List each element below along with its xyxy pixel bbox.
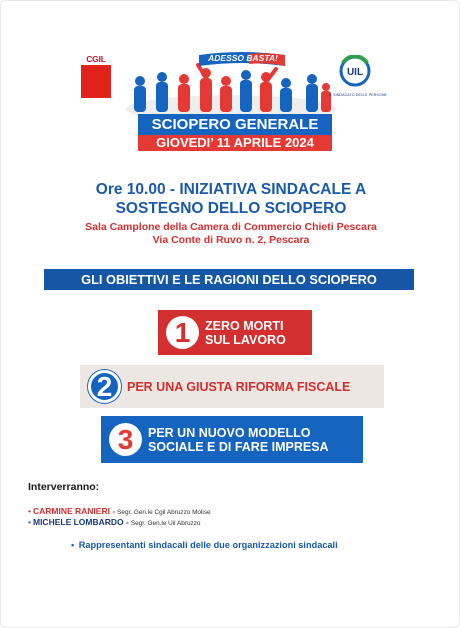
event-date: GIOVEDI’ 11 APRILE 2024 — [138, 135, 332, 151]
goal-item-1 — [158, 310, 312, 355]
venue-line-1: Sala Camplone della Camera di Commercio Chieti Pescara — [85, 221, 377, 233]
goal-3-line-2: SOCIALE E DI FARE IMPRESA — [148, 439, 329, 454]
goals-banner: GLI OBIETTIVI E LE RAGIONI DELLO SCIOPERO — [44, 269, 414, 290]
cgil-logo-block — [81, 65, 111, 98]
speaker-item — [28, 517, 200, 527]
headline-line-2: SOSTEGNO DELLO SCIOPERO — [115, 200, 347, 217]
goal-1-line-1: ZERO MORTI — [205, 318, 284, 333]
adesso-basta-text: ADESSO BASTA! — [208, 53, 278, 63]
bullet-icon: • — [28, 517, 31, 527]
speaker-name: CARMINE RANIERI - — [32, 506, 116, 516]
speaker-name: MICHELE LOMBARDO - — [32, 517, 129, 527]
goal-item-2 — [80, 365, 384, 408]
headline-line-1: Ore 10.00 - INIZIATIVA SINDACALE A — [95, 181, 367, 198]
goal-1-line-2: SUL LAVORO — [205, 332, 286, 347]
bullet-icon: • — [71, 540, 77, 550]
speaker-role: Segr. Gen.le Uil Abruzzo — [130, 520, 201, 527]
goal-number-3: 3 — [109, 423, 142, 456]
initiative-headline — [41, 180, 421, 218]
goal-item-3 — [101, 416, 363, 463]
goal-3-line-1: PER UN NUOVO MODELLO — [148, 425, 311, 440]
cgil-logo-text: CGIL — [86, 54, 106, 64]
goal-number-2: 2 — [88, 370, 121, 403]
speakers-title: Interverranno: — [28, 481, 100, 493]
speaker-role: Segr. Gen.le Cgil Abruzzo Molise — [117, 509, 211, 516]
goal-text-2 — [127, 380, 350, 394]
uil-logo-caption: IL SINDACATO DELLE PERSONE — [328, 93, 388, 97]
goal-2-line-1: PER UNA GIUSTA RIFORMA FISCALE — [127, 379, 351, 394]
goal-text-3 — [148, 426, 329, 454]
goal-number-1: 1 — [166, 316, 199, 349]
venue-info — [41, 221, 421, 247]
uil-logo-text: UIL — [346, 67, 364, 78]
goal-text-1 — [205, 319, 286, 347]
event-title: SCIOPERO GENERALE — [138, 114, 332, 135]
bullet-icon: • — [28, 506, 31, 516]
representatives-note — [71, 540, 338, 550]
venue-line-2: Via Conte di Ruvo n. 2, Pescara — [152, 234, 310, 246]
representatives-text: Rappresentanti sindacali delle due organizzazioni sindacali — [78, 540, 338, 550]
speaker-item — [28, 506, 211, 516]
